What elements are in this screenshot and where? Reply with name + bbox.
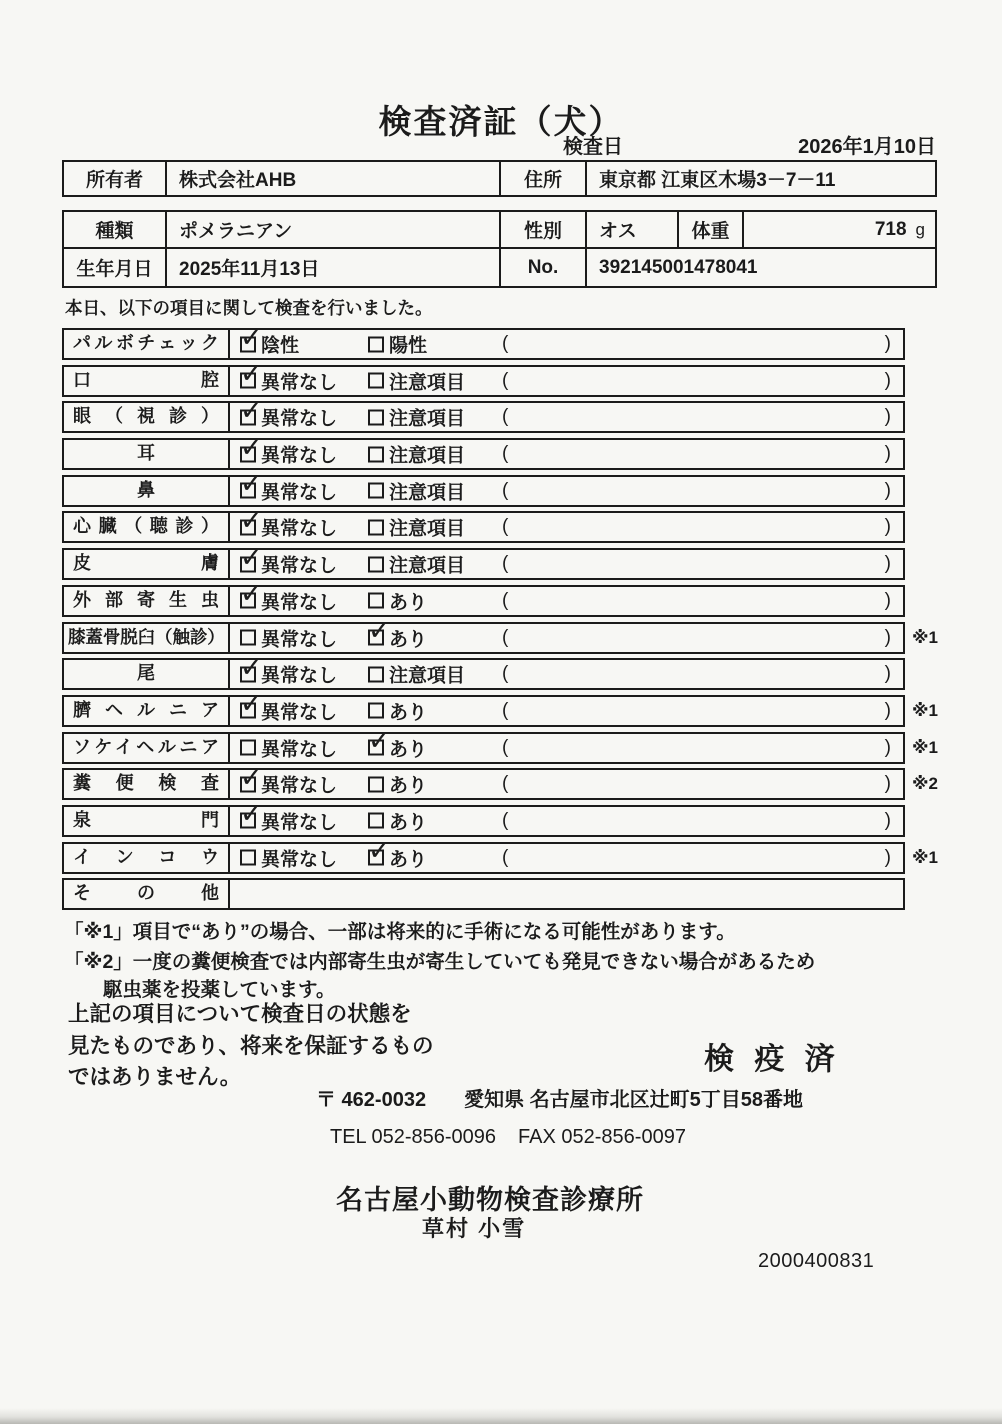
checkbox-icon	[240, 703, 256, 719]
inspection-row	[62, 805, 905, 837]
birth-value: 2025年11月13日	[165, 249, 499, 286]
owner-label: 所有者	[85, 170, 143, 191]
option-label: 異常なし	[261, 372, 338, 394]
checkbox-icon	[240, 483, 256, 499]
option-normal	[240, 587, 337, 614]
row-label: パルボチェック	[64, 330, 230, 358]
checkbox-icon	[368, 409, 384, 425]
paren-close: )	[884, 663, 891, 685]
option-normal	[240, 697, 337, 724]
option-normal	[240, 551, 337, 578]
option-label: 陽性	[389, 335, 428, 357]
option-label: 注意項目	[389, 445, 466, 467]
no-label: No.	[499, 249, 585, 286]
checkbox-icon	[240, 740, 256, 756]
option-caution	[368, 661, 465, 688]
row-content	[230, 734, 938, 762]
option-label: 異常なし	[261, 518, 338, 540]
weight-value: 718	[874, 218, 907, 240]
disclaimer-line: 上記の項目について検査日の状態を	[68, 1002, 412, 1026]
option-present	[368, 624, 427, 651]
row-content-empty	[230, 880, 903, 908]
inspection-row	[62, 842, 938, 874]
paren-open: (	[502, 406, 509, 428]
row-content	[230, 587, 903, 615]
exam-date-value: 2026年1月10日	[798, 136, 936, 158]
clinic-name: 名古屋小動物検査診療所	[336, 1185, 644, 1215]
inspection-row	[62, 548, 905, 580]
disclaimer-line: ではありません。	[68, 1065, 242, 1089]
paren-open: (	[502, 809, 509, 831]
checkbox-icon	[368, 519, 384, 535]
row-label: 口腔	[64, 367, 230, 395]
checkbox-icon	[240, 776, 256, 792]
row-label: 泉門	[64, 807, 230, 835]
row-content	[230, 697, 938, 725]
address-label: 住所	[499, 162, 585, 195]
inspection-table	[62, 328, 938, 910]
option-present	[368, 587, 427, 614]
inspection-row	[62, 768, 938, 800]
row-content	[230, 513, 903, 541]
row-content	[230, 807, 903, 835]
scan-edge-shadow	[0, 1408, 1002, 1424]
paren-close: )	[884, 773, 891, 795]
option-caution	[368, 551, 465, 578]
footnote-2-line1: 「※2」一度の糞便検査では内部寄生虫が寄生していても発見できない場合があるため	[64, 951, 816, 973]
option-label: 異常なし	[261, 629, 338, 650]
paren-open: (	[502, 846, 509, 868]
checkbox-icon	[240, 850, 256, 866]
option-normal	[240, 367, 337, 394]
option-label: 注意項目	[389, 555, 466, 577]
paren-close: )	[884, 589, 891, 611]
paren-close: )	[884, 809, 891, 831]
owner-table	[62, 160, 937, 197]
paren-open: (	[502, 479, 509, 501]
option-normal	[240, 441, 337, 468]
option-label: 異常なし	[261, 445, 338, 467]
row-content	[230, 550, 903, 578]
inspection-row	[62, 401, 905, 433]
clinic-phone-line	[330, 1126, 686, 1149]
note-mark: ※1	[912, 847, 938, 867]
checkbox-icon	[240, 630, 256, 646]
row-label: ソケイヘルニア	[64, 734, 230, 762]
option-label: あり	[389, 592, 428, 614]
option-label: あり	[389, 812, 428, 834]
paren-close: )	[884, 333, 891, 354]
option-label: 異常なし	[261, 592, 338, 614]
species-label: 種類	[95, 221, 134, 242]
option-label: 注意項目	[389, 665, 466, 687]
paren-open: (	[502, 663, 509, 685]
inspection-row	[62, 695, 938, 727]
checkbox-icon	[240, 666, 256, 682]
clinic-address-line	[316, 1083, 803, 1112]
option-caution	[368, 441, 465, 468]
checkbox-icon	[368, 446, 384, 462]
pet-info-table	[62, 210, 937, 288]
option-label: 異常なし	[261, 849, 338, 871]
row-content	[230, 367, 903, 395]
option-label: 注意項目	[389, 372, 466, 394]
paren-close: )	[884, 736, 891, 758]
option-label: 異常なし	[261, 775, 338, 797]
paren-open: (	[502, 443, 509, 465]
row-content	[230, 624, 938, 652]
no-value: 392145001478041	[585, 249, 935, 286]
paren-open: (	[502, 516, 509, 538]
checkbox-icon	[368, 850, 384, 866]
option-present	[368, 807, 427, 834]
option-label: あり	[389, 849, 428, 871]
option-label: 注意項目	[389, 518, 466, 540]
inspection-row	[62, 438, 905, 470]
row-label: 鼻	[64, 477, 230, 505]
paren-close: )	[884, 553, 891, 575]
disclaimer	[68, 999, 434, 1094]
option-normal	[240, 477, 337, 504]
weight-label: 体重	[677, 212, 742, 247]
option-label: 異常なし	[261, 739, 338, 761]
checkbox-icon	[240, 519, 256, 535]
option-label: 異常なし	[261, 555, 338, 577]
option-label: 陰性	[261, 335, 300, 357]
checkbox-icon	[240, 556, 256, 572]
row-content	[230, 440, 903, 468]
weight-unit: g	[915, 219, 925, 239]
checkbox-icon	[368, 703, 384, 719]
inspection-row	[62, 878, 905, 910]
inspection-row	[62, 511, 905, 543]
inspection-row	[62, 732, 938, 764]
sex-label: 性別	[499, 212, 585, 247]
inspection-row	[62, 658, 905, 690]
option-positive	[368, 331, 427, 358]
pet-row-species	[64, 212, 935, 249]
paren-open: (	[502, 736, 509, 758]
option-normal	[240, 661, 337, 688]
paren-open: (	[502, 589, 509, 611]
species-value: ポメラニアン	[165, 212, 499, 247]
row-label: 耳	[64, 440, 230, 468]
note-mark: ※1	[912, 700, 938, 720]
paren-open: (	[502, 626, 509, 648]
paren-close: )	[884, 699, 891, 721]
checkbox-icon	[368, 483, 384, 499]
option-label: 注意項目	[389, 408, 466, 430]
exam-date-label: 検査日	[563, 136, 623, 158]
option-label: あり	[389, 702, 428, 724]
option-normal	[240, 514, 337, 541]
paren-close: )	[884, 846, 891, 868]
row-label: 外部寄生虫	[64, 587, 230, 615]
option-normal	[240, 844, 337, 871]
checkbox-icon	[368, 630, 384, 646]
row-content	[230, 403, 903, 431]
address-value: 東京都 江東区木場3－7－11	[585, 162, 935, 195]
option-label: 異常なし	[261, 665, 338, 687]
inspection-row	[62, 622, 938, 654]
paren-close: )	[884, 479, 891, 501]
veterinarian-name: 草村 小雪	[422, 1216, 527, 1241]
option-label: あり	[389, 739, 428, 761]
option-present	[368, 844, 427, 871]
checkbox-icon	[240, 336, 256, 352]
option-label: 注意項目	[389, 482, 466, 504]
option-present	[368, 697, 427, 724]
sex-value: オス	[585, 212, 677, 247]
clinic-fax: FAX 052-856-0097	[518, 1126, 686, 1148]
row-content	[230, 330, 903, 358]
clinic-address: 愛知県 名古屋市北区辻町5丁目58番地	[464, 1089, 804, 1111]
paren-open: (	[502, 333, 509, 354]
option-label: あり	[389, 775, 428, 797]
paren-close: )	[884, 369, 891, 391]
checkbox-icon	[368, 813, 384, 829]
option-label: 異常なし	[261, 408, 338, 430]
row-label: 心臓（聴診）	[64, 513, 230, 541]
paren-close: )	[884, 516, 891, 538]
row-content	[230, 844, 938, 872]
option-label: あり	[389, 629, 428, 650]
inspection-row	[62, 585, 905, 617]
row-label: 臍ヘルニア	[64, 697, 230, 725]
row-label: 膝蓋骨脱臼（触診）	[64, 624, 230, 652]
option-normal	[240, 404, 337, 431]
row-content	[230, 660, 903, 688]
intro-sentence: 本日、以下の項目に関して検査を行いました。	[65, 298, 433, 318]
option-caution	[368, 514, 465, 541]
paren-close: )	[884, 406, 891, 428]
option-caution	[368, 367, 465, 394]
disclaimer-line: 見たものであり、将来を保証するもの	[68, 1033, 434, 1058]
row-label: その他	[64, 880, 230, 908]
row-label: 糞便検査	[64, 770, 230, 798]
option-negative	[240, 331, 299, 358]
option-normal	[240, 807, 337, 834]
quarantine-stamp: 検 疫 済	[704, 1043, 841, 1076]
row-content	[230, 770, 938, 798]
checkbox-icon	[240, 813, 256, 829]
footnote-1: 「※1」項目で“あり”の場合、一部は将来的に手術になる可能性があります。	[64, 921, 736, 943]
birth-label: 生年月日	[76, 259, 153, 280]
checkbox-icon	[240, 593, 256, 609]
paren-open: (	[502, 699, 509, 721]
inspection-row	[62, 365, 905, 397]
option-normal	[240, 734, 337, 761]
page-title: 検査済証（犬）	[378, 103, 624, 141]
checkbox-icon	[368, 593, 384, 609]
row-label: インコウ	[64, 844, 230, 872]
option-present	[368, 771, 427, 798]
option-label: 異常なし	[261, 702, 338, 724]
weight-value-cell	[742, 212, 935, 247]
paren-close: )	[884, 443, 891, 465]
checkbox-icon	[368, 776, 384, 792]
inspection-row	[62, 475, 905, 507]
note-mark: ※1	[912, 627, 938, 647]
checkbox-icon	[240, 446, 256, 462]
option-normal	[240, 771, 337, 798]
note-mark: ※1	[912, 737, 938, 757]
option-label: 異常なし	[261, 482, 338, 504]
paren-open: (	[502, 369, 509, 391]
row-content	[230, 477, 903, 505]
paren-open: (	[502, 553, 509, 575]
inspection-row	[62, 328, 905, 360]
option-label: 異常なし	[261, 812, 338, 834]
footnote-2-line2: 駆虫薬を投薬しています。	[103, 979, 336, 1001]
row-label: 尾	[64, 660, 230, 688]
option-normal	[240, 624, 337, 651]
checkbox-icon	[368, 740, 384, 756]
checkbox-icon	[240, 409, 256, 425]
row-label: 眼（視診）	[64, 403, 230, 431]
paren-open: (	[502, 773, 509, 795]
postal-code: 〒 462-0032	[316, 1089, 427, 1111]
checkbox-icon	[240, 373, 256, 389]
checkbox-icon	[368, 373, 384, 389]
checkbox-icon	[368, 666, 384, 682]
option-caution	[368, 404, 465, 431]
clinic-tel: TEL 052-856-0096	[330, 1126, 497, 1148]
paren-close: )	[884, 626, 891, 648]
checkbox-icon	[368, 556, 384, 572]
owner-value: 株式会社AHB	[165, 162, 499, 195]
option-caution	[368, 477, 465, 504]
checkbox-icon	[368, 336, 384, 352]
note-mark: ※2	[912, 774, 938, 794]
row-label: 皮膚	[64, 550, 230, 578]
document-number: 2000400831	[758, 1250, 875, 1272]
option-present	[368, 734, 427, 761]
pet-row-birth	[64, 249, 935, 286]
